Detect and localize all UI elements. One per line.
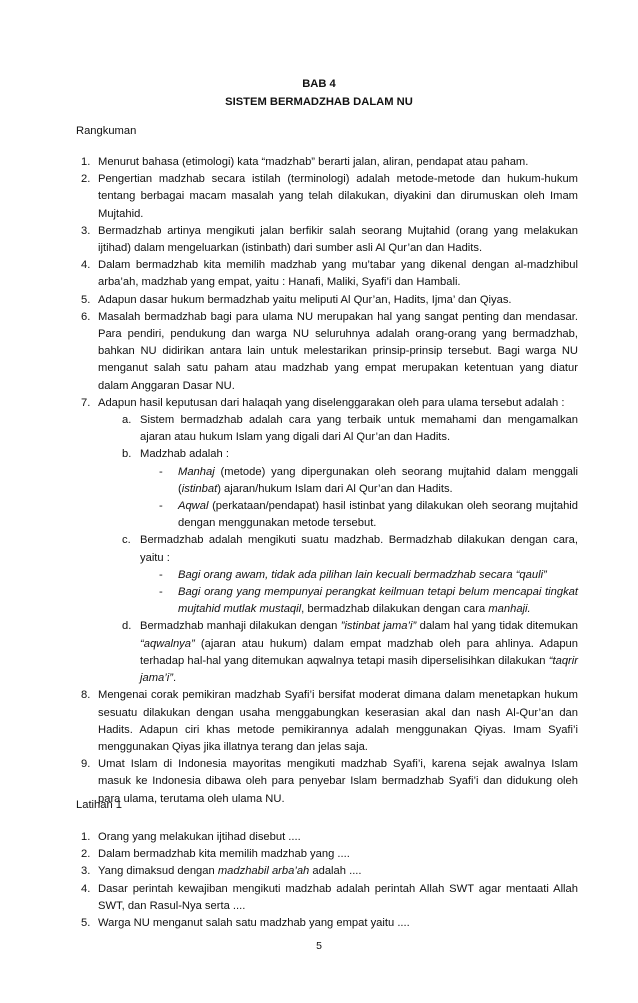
exercise-heading: Latihan 1 bbox=[76, 799, 123, 811]
sub-item-c: c. Bermadzhab adalah mengikuti suatu madzhab. Bermadzhab dilakukan dengan cara, yaitu : - Bagi orang awam, tidak ada pilihan lain kecuali bermadzhab secara “qauli” - Bagi orang yang mempunyai perangkat keilmuan tetapi belum mencapai tingkat mujtahid mutlak mustaqil, bermadzhab dilakukan dengan cara manhaji. bbox=[98, 532, 578, 618]
exercise-item: 5. Warga NU menganut salah satu madzhab yang empat yaitu .... bbox=[81, 917, 410, 930]
list-item: 4. Dalam bermadzhab kita memilih madzhab yang mu’tabar yang dikenal dengan al-madzhibul arba’ah, madzhab yang empat, yaitu : Hanafi, Maliki, Syafi’i dan Hambali. bbox=[81, 259, 578, 289]
list-item: 3. Bermadzhab artinya mengikuti jalan berfikir salah seorang Mujtahid (orang yang melakukan ijtihad) dalam mengeluarkan (istinbath) dari sumber asli Al Qur’an dan Hadits. bbox=[81, 224, 578, 255]
chapter-label: BAB 4 bbox=[302, 78, 336, 90]
exercise-item: 3. Yang dimaksud dengan madzhabil arba’ah adalah .... bbox=[81, 865, 362, 878]
dash-list bbox=[140, 464, 578, 533]
exercise-list bbox=[76, 829, 578, 932]
exercise-item: 1. Orang yang melakukan ijtihad disebut .... bbox=[81, 831, 301, 843]
summary-heading: Rangkuman bbox=[76, 125, 137, 137]
dash-list bbox=[140, 567, 578, 619]
dash-item: - Bagi orang awam, tidak ada pilihan lain kecuali bermadzhab secara “qauli” bbox=[159, 568, 547, 581]
list-item: 7. Adapun hasil keputusan dari halaqah yang diselenggarakan oleh para ulama tersebut adalah : a. Sistem bermadzhab adalah cara yang terbaik untuk memahami dan mengamalkan ajaran atau hukum Islam yang digali dari Al Qur’an dan Hadits. b. Madzhab adalah : - Manhaj (metode) yang dipergunakan oleh seorang mujtahid dalam menggali (istinbat) ajaran/hukum Islam dari Al Qur’an dan Hadits. - Aqwal (perkataan/pendapat) hasil istinbat yang dilakukan oleh seorang mujtahid dengan menggunakan metode tersebut. c. Bermadzhab adalah mengikuti suatu madzhab. Bermadzhab dilakukan dengan cara, yaitu : - Bagi orang awam, tidak ada pilihan lain kecuali bermadzhab secara “qauli” - Bagi orang yang mempunyai perangkat keilmuan tetapi belum mencapai tingkat mujtahid mutlak mustaqil, bermadzhab dilakukan dengan cara manhaji. d. Bermadzhab manhaji dilakukan dengan ”istinbat jama’i” dalam hal yang tidak ditemukan “aqwalnya” (ajaran atau hukum) dalam empat madzhab oleh para ahlinya. Adapun terhadap hal-hal yang ditemukan aqwalnya tetapi masih diperselisihkan dilakukan “taqrir jama’i”. bbox=[76, 395, 578, 687]
chapter-title: SISTEM BERMADZHAB DALAM NU bbox=[225, 96, 413, 108]
list-item: 2. Pengertian madzhab secara istilah (terminologi) adalah metode-metode dan hukum-hukum tentang berbagai macam masalah yang telah dilakukan, diyakini dan dirumuskan oleh Imam Mujtahid. bbox=[81, 173, 578, 220]
list-item: 1. Menurut bahasa (etimologi) kata “madzhab” berarti jalan, aliran, pendapat atau paham. bbox=[81, 156, 529, 168]
dash-item: - Bagi orang yang mempunyai perangkat keilmuan tetapi belum mencapai tingkat mujtahid mutlak mustaqil, bermadzhab dilakukan dengan cara manhaji. bbox=[159, 586, 578, 616]
sub-item-d: d. Bermadzhab manhaji dilakukan dengan ”istinbat jama’i” dalam hal yang tidak ditemukan “aqwalnya” (ajaran atau hukum) dalam empat madzhab oleh para ahlinya. Adapun terhadap hal-hal yang ditemukan aqwalnya tetapi masih diperselisihkan dilakukan “taqrir jama’i”. bbox=[122, 620, 578, 685]
sub-item-a: a. Sistem bermadzhab adalah cara yang terbaik untuk memahami dan mengamalkan ajaran atau hukum Islam yang digali dari Al Qur’an dan Hadits. bbox=[122, 414, 578, 444]
list-item: 5. Adapun dasar hukum bermadzhab yaitu meliputi Al Qur’an, Hadits, Ijma’ dan Qiyas. bbox=[81, 293, 512, 306]
sub-item-b: b. Madzhab adalah : - Manhaj (metode) yang dipergunakan oleh seorang mujtahid dalam menggali (istinbat) ajaran/hukum Islam dari Al Qur’an dan Hadits. - Aqwal (perkataan/pendapat) hasil istinbat yang dilakukan oleh seorang mujtahid dengan menggunakan metode tersebut. bbox=[98, 446, 578, 532]
list-item: 9. Umat Islam di Indonesia mayoritas mengikuti madzhab Syafi’i, karena sejak awalnya Islam masuk ke Indonesia dibawa oleh para penyebar Islam bermadzhab Syafi’i dan didukung oleh para ulama, terutama oleh ulama NU. bbox=[81, 758, 578, 805]
exercise-item: 2. Dalam bermadzhab kita memilih madzhab yang .... bbox=[81, 848, 350, 861]
summary-list bbox=[76, 154, 578, 808]
exercise-item: 4. Dasar perintah kewajiban mengikuti madzhab adalah perintah Allah SWT agar mentaati Allah SWT, dan Rasul-Nya serta .... bbox=[81, 882, 578, 912]
list-item: 6. Masalah bermadzhab bagi para ulama NU merupakan hal yang sangat penting dan mendasar. Para pendiri, pendukung dan warga NU seluruhnya adalah orang-orang yang bermadzhab, bahkan NU didirikan antara lain untuk melestarikan prinsip-prinsip tersebut. Bagi warga NU menganut salah satu paham atau madzhab yang empat merupakan ketentuan yang diatur dalam Anggaran Dasar NU. bbox=[81, 310, 578, 392]
sub-list bbox=[98, 412, 578, 687]
list-item: 8. Mengenai corak pemikiran madzhab Syafi’i bersifat moderat dimana dalam menetapkan hukum sesuatu dilakukan dengan usaha menggabungkan keserasian akal dan nash Al-Qur’an dan Hadits. Adapun ciri khas metode pemikirannya adalah menggunakan Qiyas. Imam Syafi’i menggunakan Qiyas jika illatnya terang dan jelas saja. bbox=[81, 689, 578, 753]
page-number: 5 bbox=[316, 940, 322, 952]
dash-item: - Manhaj (metode) yang dipergunakan oleh seorang mujtahid dalam menggali (istinbat) ajaran/hukum Islam dari Al Qur’an dan Hadits. bbox=[159, 465, 578, 495]
dash-item: - Aqwal (perkataan/pendapat) hasil istinbat yang dilakukan oleh seorang mujtahid dengan menggunakan metode tersebut. bbox=[159, 500, 578, 530]
